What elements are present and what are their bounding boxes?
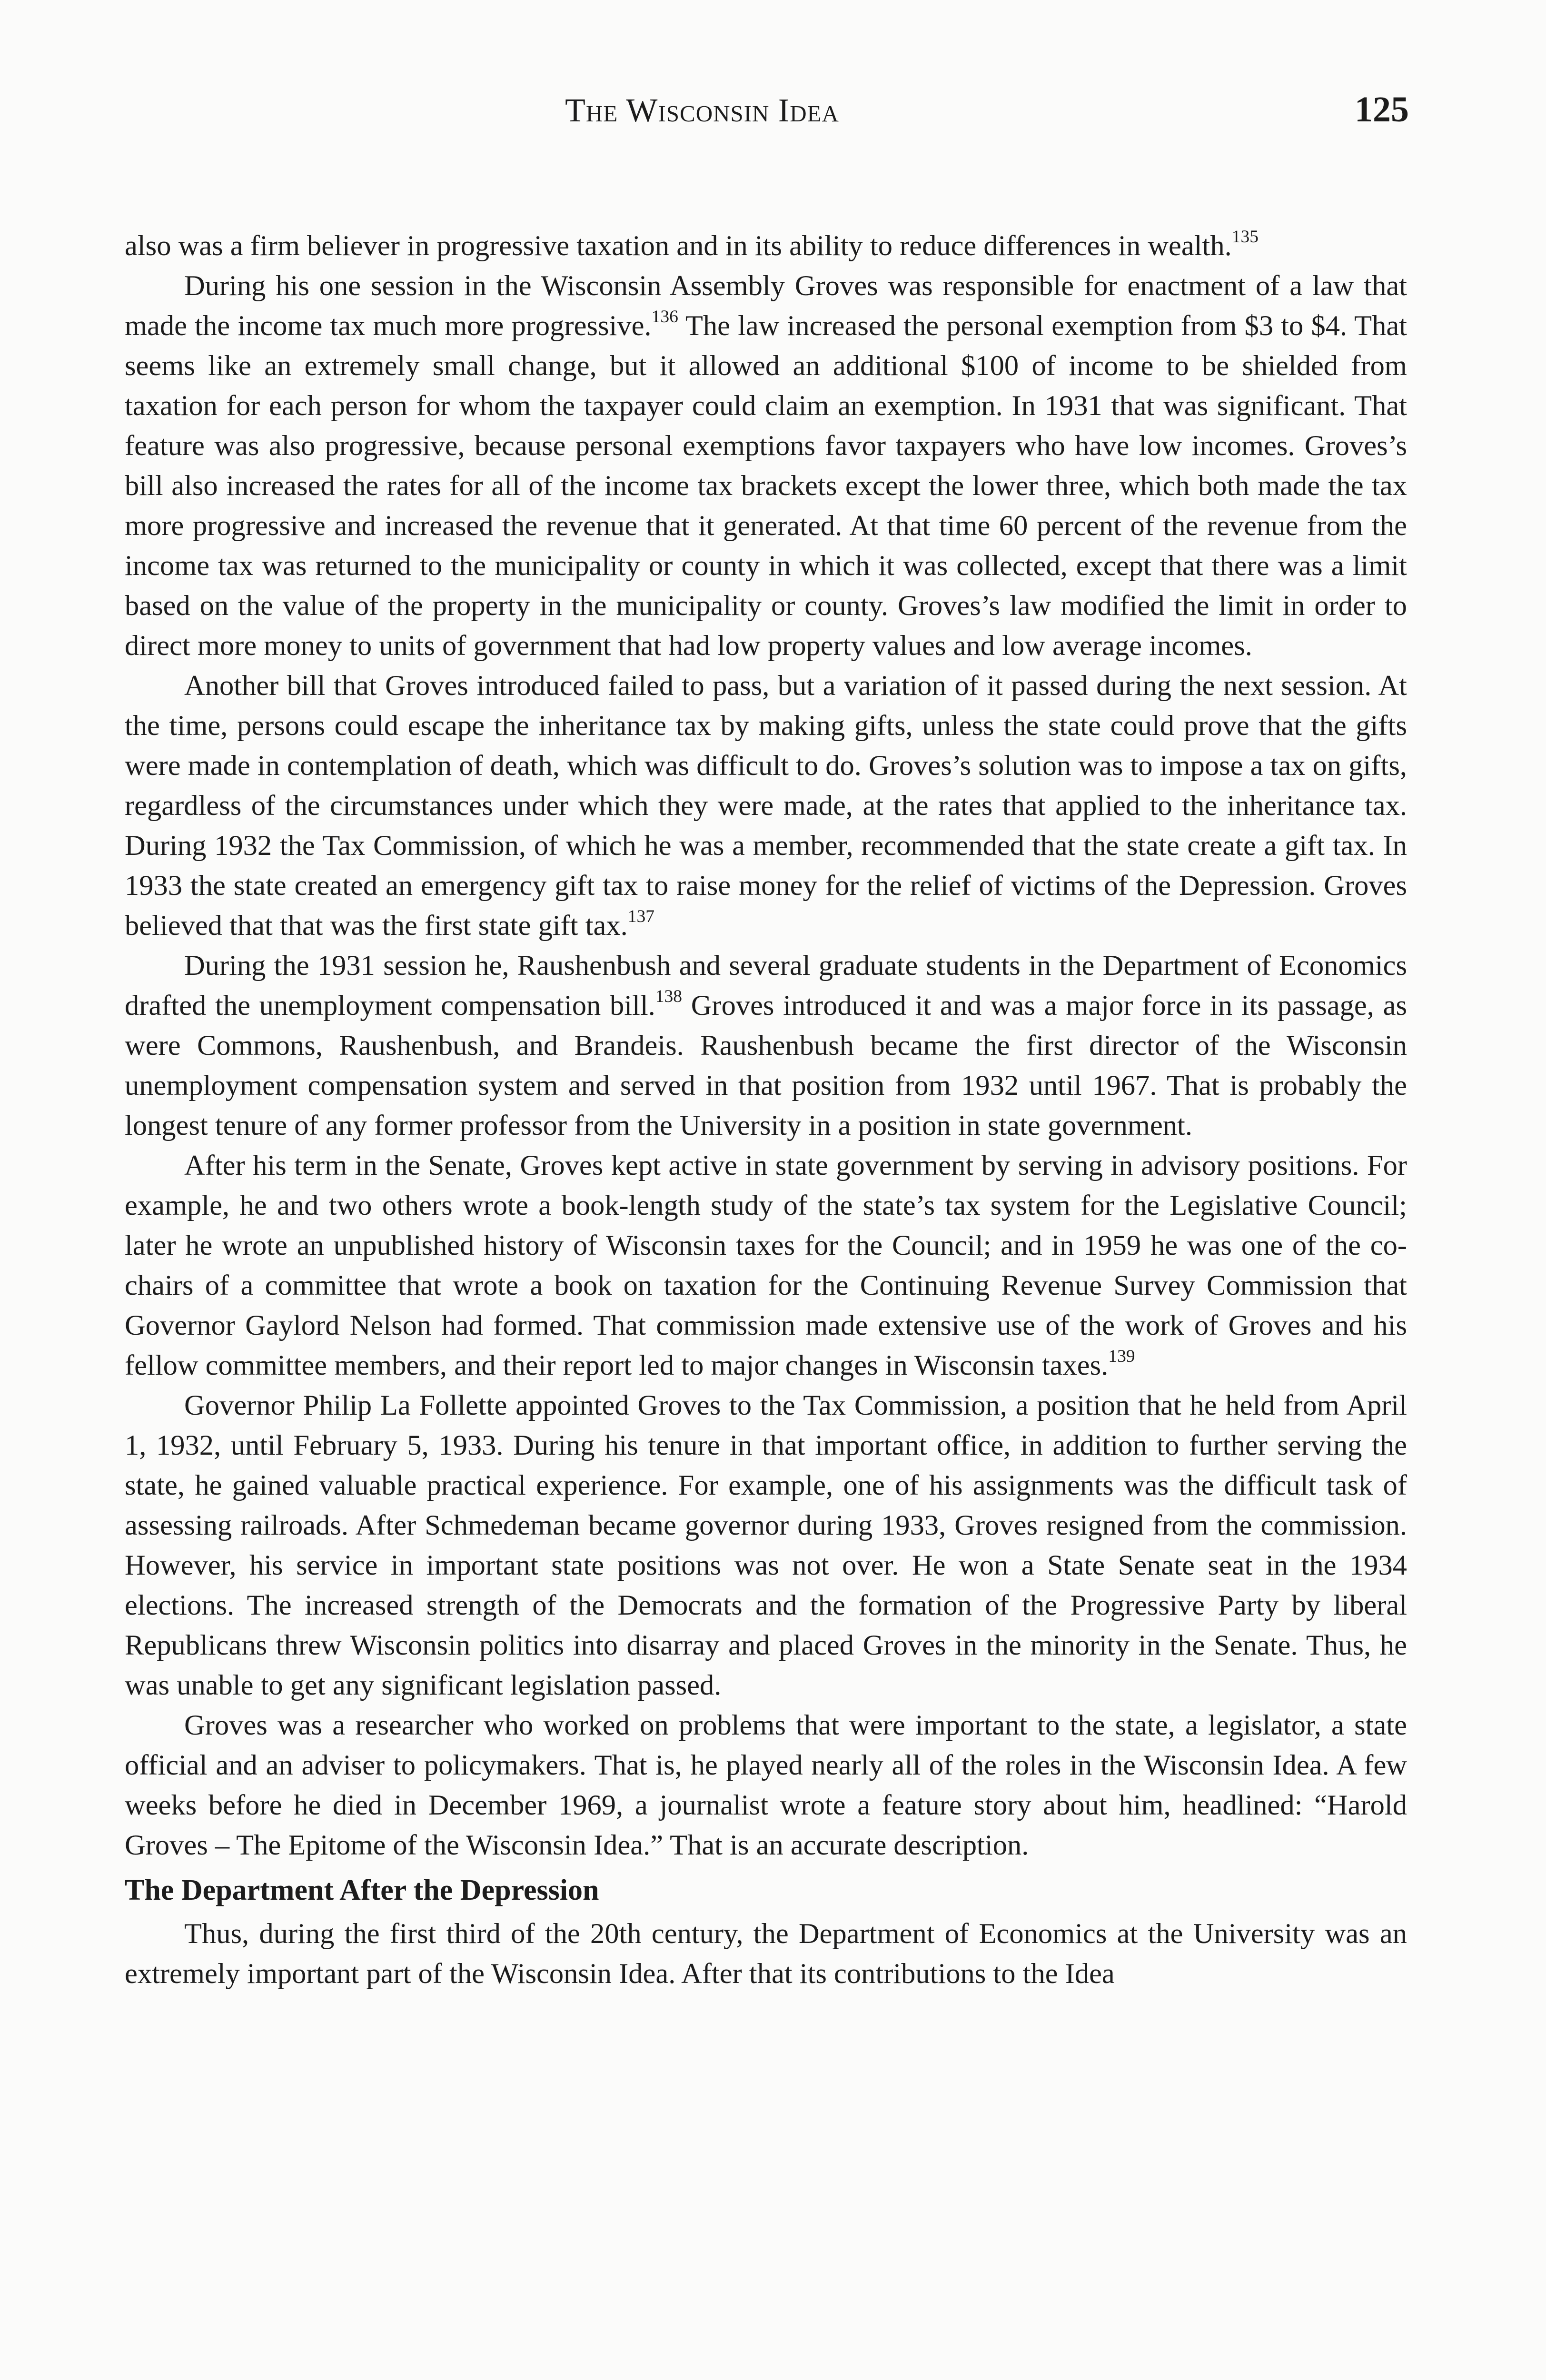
paragraph-2-text-b: The law increased the personal exemption from $3 to $4. That seems like an extremely small change, but it allowed an additional $100 of income to be shielded from taxation for each person for whom the taxpayer could claim an exemption. In 1931 that was significant. That feature was also progressive, because personal exemptions favor taxpayers who have low incomes. Groves’s bill also increased the rates for all of the income tax brackets except the lower three, which both made the tax more progressive and increased the revenue that it generated. At that time 60 percent of the revenue from the income tax was returned to the municipality or county in which it was collected, except that there was a limit based on the value of the property in the municipality or county. Groves’s law modified the limit in order to direct more money to units of government that had low property values and low average incomes. — [125, 310, 1407, 662]
paragraph-6 — [125, 1386, 1407, 1706]
running-title: The Wisconsin Idea — [565, 92, 839, 129]
paragraph-1 — [125, 226, 1407, 266]
paragraph-5 — [125, 1146, 1407, 1386]
paragraph-6-text: Governor Philip La Follette appointed Groves to the Tax Commission, a position that he held from April 1, 1932, until February 5, 1933. During his tenure in that important office, in addition to further serving the state, he gained valuable practical experience. For example, one of his assignments was the difficult task of assessing railroads. After Schmedeman became governor during 1933, Groves resigned from the commission. However, his service in important state positions was not over. He won a State Senate seat in the 1934 elections. The increased strength of the Democrats and the formation of the Progressive Party by liberal Republicans threw Wisconsin politics into disarray and placed Groves in the minority in the Senate. Thus, he was unable to get any significant legislation passed. — [125, 1389, 1407, 1701]
paragraph-3-text: Another bill that Groves introduced failed to pass, but a variation of it passed during the next session. At the time, persons could escape the inheritance tax by making gifts, unless the state could prove that the gifts were made in contemplation of death, which was difficult to do. Groves’s solution was to impose a tax on gifts, regardless of the circumstances under which they were made, at the rates that applied to the inheritance tax. During 1932 the Tax Commission, of which he was a member, recommended that the state create a gift tax. In 1933 the state created an emergency gift tax to raise money for the relief of victims of the Depression. Groves believed that that was the first state gift tax. — [125, 670, 1407, 942]
paragraph-5-text: After his term in the Senate, Groves kept active in state government by serving in advisory positions. For example, he and two others wrote a book-length study of the state’s tax system for the Legislative Council; later he wrote an unpublished history of Wisconsin taxes for the Council; and in 1959 he was one of the co-chairs of a committee that wrote a book on taxation for the Continuing Revenue Survey Commission that Governor Gaylord Nelson had formed. That commission made extensive use of the work of Groves and his fellow committee members, and their report led to major changes in Wisconsin taxes. — [125, 1150, 1407, 1381]
paragraph-4 — [125, 946, 1407, 1146]
section-heading: The Department After the Depression — [125, 1874, 599, 1906]
paragraph-1-text: also was a firm believer in progressive taxation and in its ability to reduce differences in wealth. — [125, 230, 1232, 262]
paragraph-2-text-a: During his one session in the Wisconsin Assembly Groves was responsible for enactment of a law that made the income tax much more progressive. — [125, 270, 1407, 342]
paragraph-2 — [125, 266, 1407, 666]
paragraph-7-text: Groves was a researcher who worked on problems that were important to the state, a legislator, a state official and an adviser to policymakers. That is, he played nearly all of the roles in the Wisconsin Idea. A few weeks before he died in December 1969, a journalist wrote a feature story about him, headlined: “Harold Groves – The Epitome of the Wisconsin Idea.” That is an accurate description. — [125, 1709, 1407, 1861]
footnote-ref-139: 139 — [1108, 1347, 1135, 1367]
paragraph-3 — [125, 666, 1407, 946]
footnote-ref-138: 138 — [655, 987, 683, 1007]
footnote-ref-135: 135 — [1231, 227, 1259, 247]
page-number: 125 — [1355, 89, 1409, 129]
body-text — [125, 226, 1407, 1994]
section-paragraph — [125, 1914, 1407, 1994]
paragraph-4-text-b: Groves introduced it and was a major force in its passage, as were Commons, Raushenbush, and Brandeis. Raushenbush became the first director of the Wisconsin unemployment compensation system and served in that position from 1932 until 1967. That is probably the longest tenure of any former professor from the University in a position in state government. — [125, 990, 1407, 1141]
section-paragraph-text: Thus, during the first third of the 20th century, the Department of Economics at the University was an extremely important part of the Wisconsin Idea. After that its contributions to the Idea — [125, 1918, 1407, 1990]
footnote-ref-137: 137 — [627, 907, 654, 927]
footnote-ref-136: 136 — [651, 307, 678, 327]
paragraph-7 — [125, 1706, 1407, 1865]
paragraph-4-text-a: During the 1931 session he, Raushenbush and several graduate students in the Department of Economics drafted the unemployment compensation bill. — [125, 950, 1407, 1021]
running-head — [124, 83, 1409, 131]
